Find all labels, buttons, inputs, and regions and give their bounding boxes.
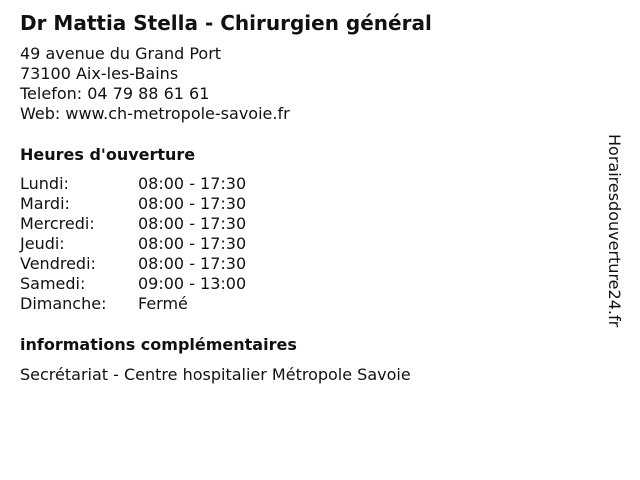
opening-hours-heading: Heures d'ouverture	[20, 145, 196, 164]
additional-info-text: Secrétariat - Centre hospitalier Métropole Savoie	[20, 365, 411, 384]
hours-time: 08:00 - 17:30	[138, 174, 247, 193]
hours-time: 08:00 - 17:30	[138, 234, 247, 253]
hours-day: Dimanche:	[20, 294, 107, 313]
page-title: Dr Mattia Stella - Chirurgien général	[20, 11, 432, 35]
address-street: 49 avenue du Grand Port	[20, 44, 222, 63]
address-city: 73100 Aix-les-Bains	[20, 64, 179, 83]
address-block	[20, 44, 290, 124]
additional-info-heading: informations complémentaires	[20, 335, 297, 354]
hours-day: Jeudi:	[20, 234, 65, 253]
hours-day: Mercredi:	[20, 214, 95, 233]
hours-time: Fermé	[138, 294, 188, 313]
hours-time: 08:00 - 17:30	[138, 194, 247, 213]
site-watermark: Horairesdouverture24.fr	[605, 134, 624, 328]
hours-time: 09:00 - 13:00	[138, 274, 247, 293]
phone-number: Telefon: 04 79 88 61 61	[20, 84, 210, 103]
hours-time: 08:00 - 17:30	[138, 254, 247, 273]
hours-day: Lundi:	[20, 174, 69, 193]
hours-time: 08:00 - 17:30	[138, 214, 247, 233]
hours-day: Samedi:	[20, 274, 86, 293]
hours-day: Vendredi:	[20, 254, 96, 273]
website: Web: www.ch-metropole-savoie.fr	[20, 104, 290, 123]
hours-day: Mardi:	[20, 194, 70, 213]
